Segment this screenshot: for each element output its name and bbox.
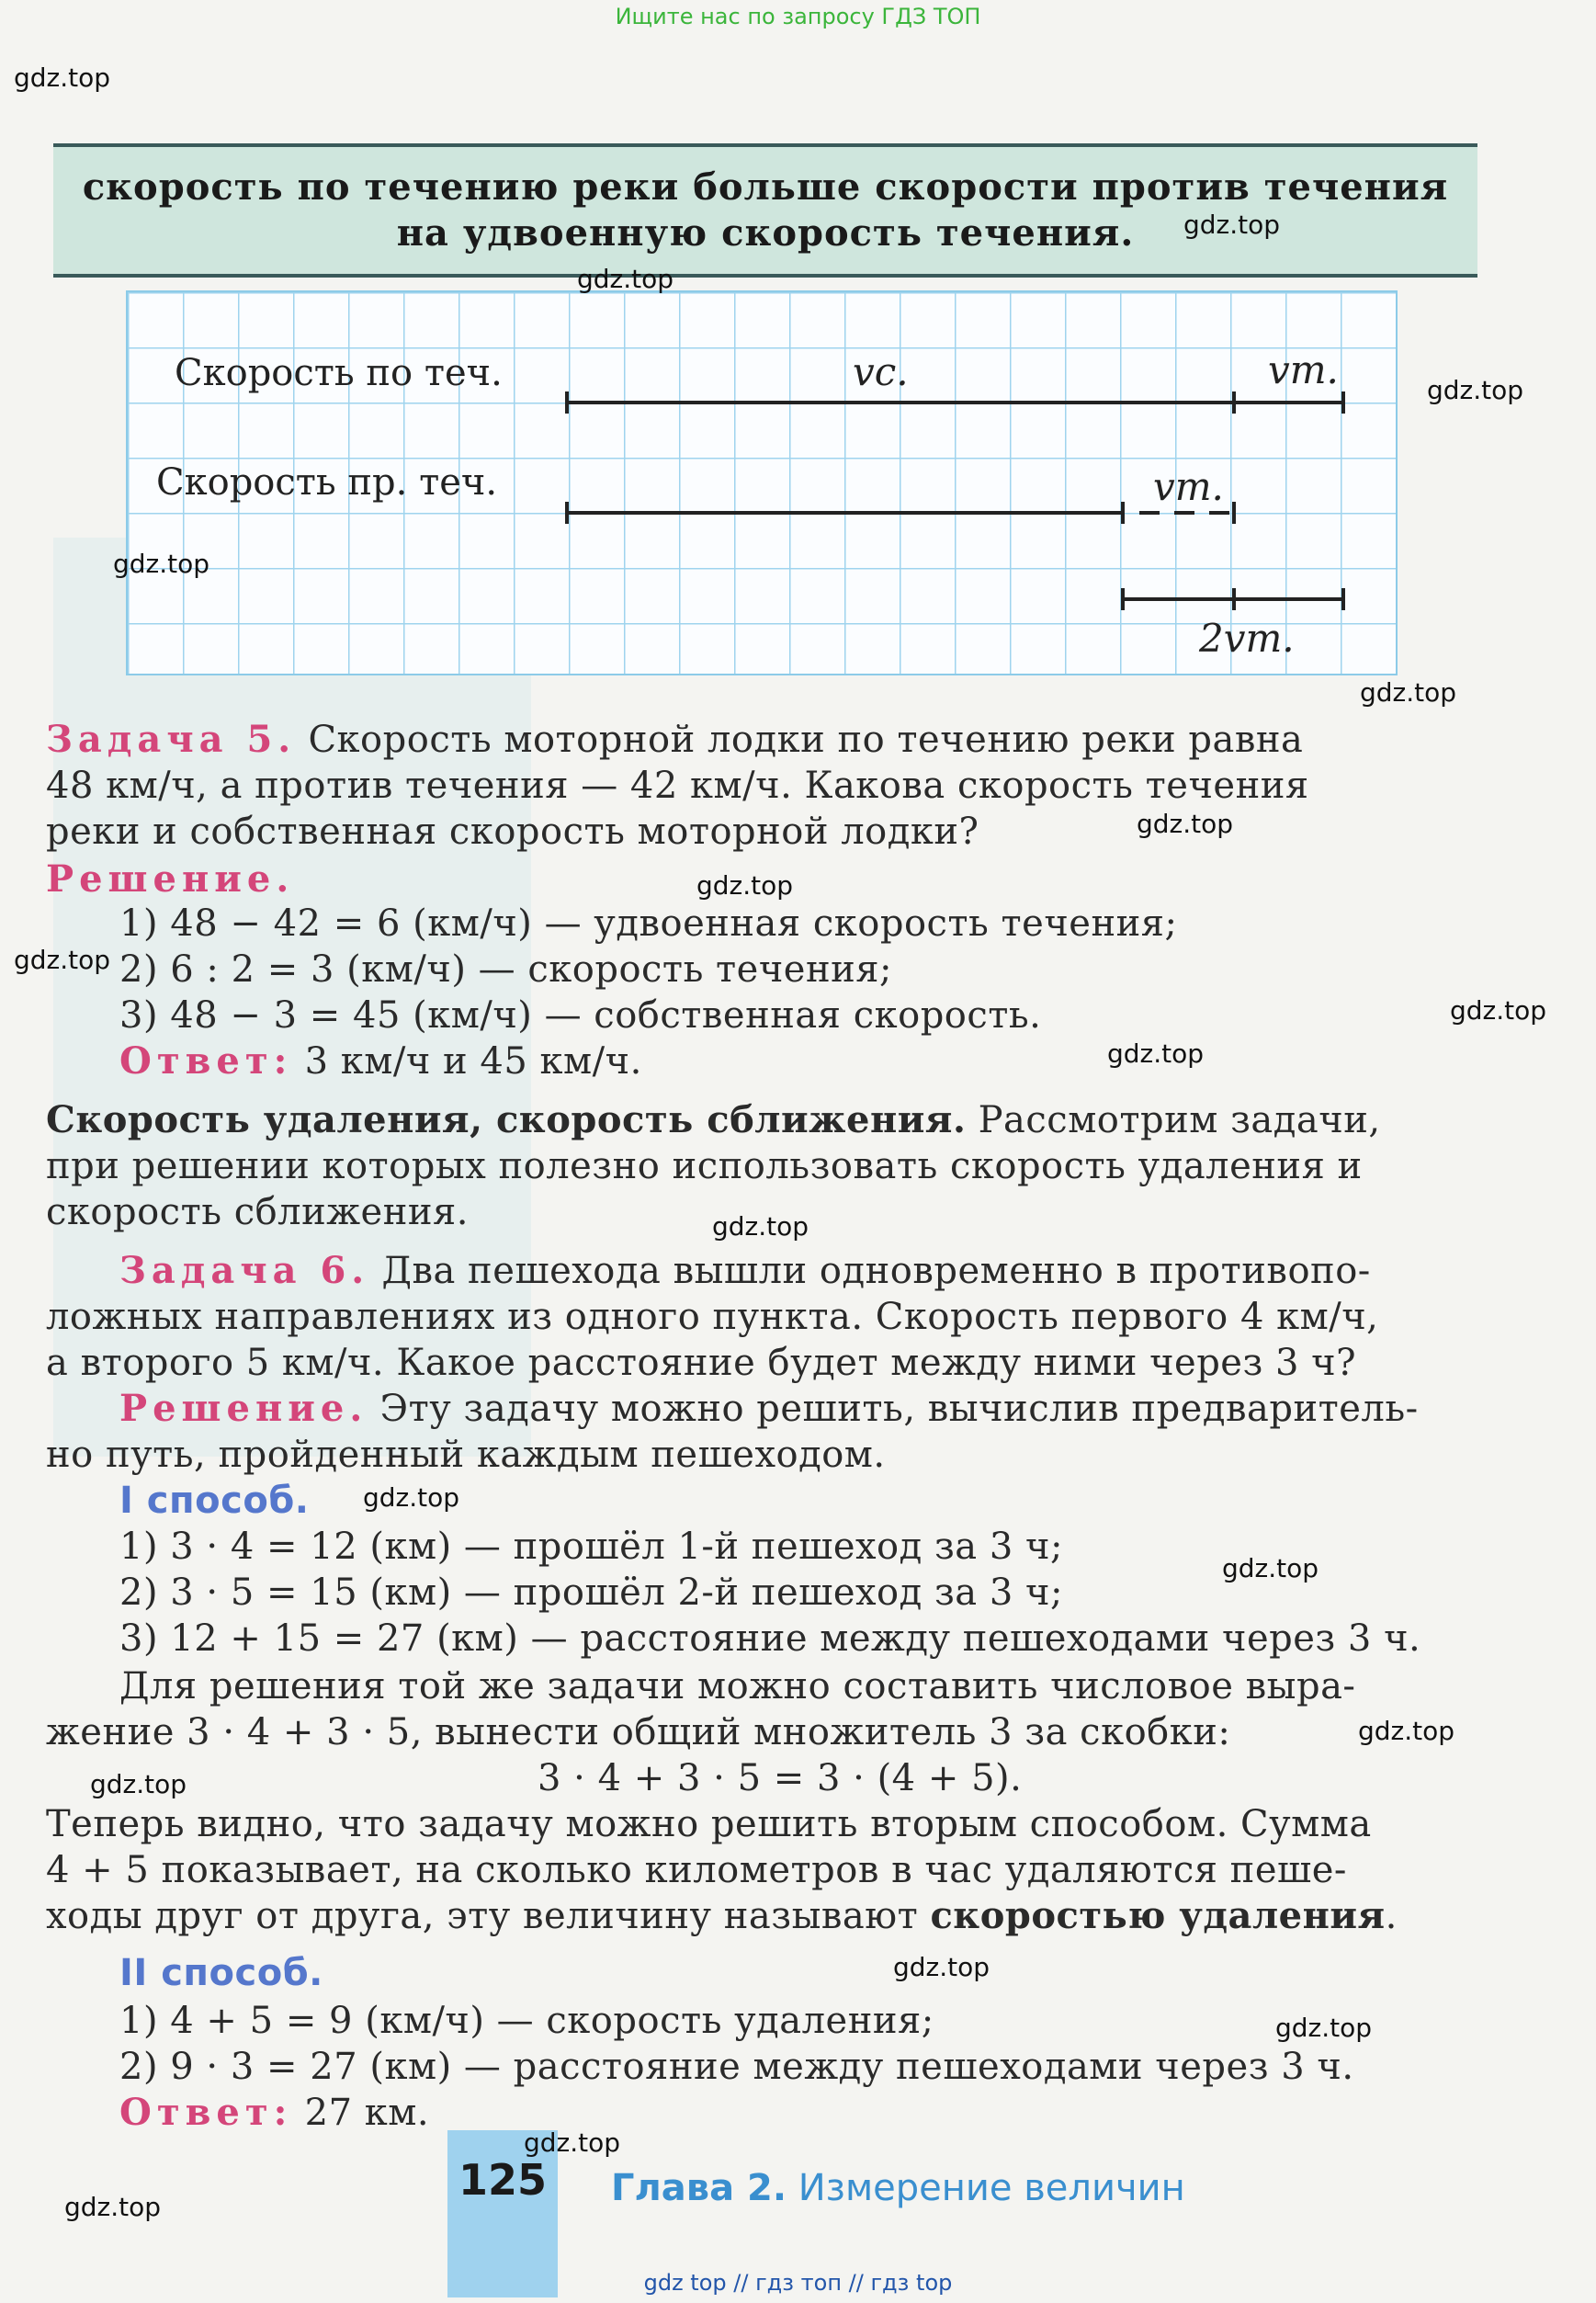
segment-upstream [567, 502, 1234, 524]
watermark: gdz.top [1450, 995, 1547, 1026]
task6-m2-step-1: 1) 4 + 5 = 9 (км/ч) — скорость удаления; [119, 2000, 934, 2042]
chapter-title: Измерение величин [787, 2167, 1185, 2209]
term-removal-speed: скоростью удаления [930, 1894, 1386, 1937]
watermark: gdz.top [1183, 210, 1281, 240]
task6-line-1 [119, 1248, 1544, 1294]
watermark: gdz.top [14, 945, 111, 975]
task5-text-1: Скорость моторной лодки по течению реки равна [296, 719, 1304, 761]
task6-solution-text-1: Эту задачу можно решить, вычислив предваритель- [368, 1388, 1419, 1430]
watermark: gdz.top [577, 264, 674, 294]
task6-answer-value: 27 км. [292, 2092, 430, 2134]
task6-expr-line-2: жение 3 · 4 + 3 · 5, вынести общий множитель 3 за скобки: [46, 1711, 1231, 1753]
rule-line-2: на удвоенную скорость течения. [396, 211, 1135, 255]
task5-step-2: 2) 6 : 2 = 3 (км/ч) — скорость течения; [119, 948, 893, 991]
task5-solution-label: Решение. [46, 857, 295, 901]
task6-solution-line-2: но путь, пройденный каждым пешеходом. [46, 1434, 886, 1476]
section-line-2: при решении которых полезно использовать скорость удаления и [46, 1145, 1363, 1187]
watermark: gdz.top [90, 1769, 187, 1799]
task6-expr-line-1: Для решения той же задачи можно составить числовое выра- [119, 1665, 1356, 1707]
task5-line-3: реки и собственная скорость моторной лодки? [46, 811, 979, 853]
task6-now-line-1: Теперь видно, что задачу можно решить вторым способом. Сумма [46, 1803, 1372, 1845]
chapter-footer [611, 2167, 1185, 2209]
diagram-symbol-vt-1: vт. [1268, 347, 1339, 392]
watermark: gdz.top [696, 870, 794, 901]
watermark: gdz.top [1107, 1038, 1205, 1069]
section-line-1 [46, 1097, 1470, 1143]
task6-m1-step-3: 3) 12 + 15 = 27 (км) — расстояние между пешеходами через 3 ч. [119, 1617, 1421, 1660]
task5-answer-value: 3 км/ч и 45 км/ч. [292, 1040, 642, 1083]
task6-method-1-heading: I способ. [119, 1480, 310, 1522]
rule-line-1: скорость по течению реки больше скорости против течения [82, 165, 1449, 209]
task6-method-2-heading: II способ. [119, 1952, 323, 1994]
task5-step-1: 1) 48 − 42 = 6 (км/ч) — удвоенная скорость течения; [119, 902, 1178, 945]
diagram-label-upstream: Скорость пр. теч. [156, 461, 498, 504]
task6-now-line-2: 4 + 5 показывает, на сколько километров в час удаляются пеше- [46, 1849, 1347, 1891]
task6-formula: 3 · 4 + 3 · 5 = 3 · (4 + 5). [538, 1757, 1023, 1799]
task5-line-1 [46, 717, 1470, 763]
page-number: 125 [458, 2155, 548, 2205]
task6-m2-step-2: 2) 9 · 3 = 27 (км) — расстояние между пешеходами через 3 ч. [119, 2046, 1354, 2088]
watermark: gdz.top [1275, 2013, 1373, 2043]
task6-now-period: . [1385, 1895, 1398, 1937]
watermark: gdz.top [14, 62, 111, 93]
watermark: gdz.top [64, 2192, 162, 2222]
watermark: gdz.top [712, 1211, 809, 1242]
watermark: gdz.top [524, 2127, 621, 2158]
task6-line-2: ложных направлениях из одного пункта. Скорость первого 4 км/ч, [46, 1296, 1379, 1338]
task5-step-3: 3) 48 − 3 = 45 (км/ч) — собственная скорость. [119, 994, 1042, 1037]
section-text-1: Рассмотрим задачи, [966, 1099, 1381, 1141]
watermark: gdz.top [363, 1482, 460, 1513]
task5-answer-label: Ответ: [119, 1039, 293, 1083]
task5-answer [119, 1038, 1544, 1084]
task6-label: Задача 6. [119, 1249, 370, 1292]
task6-answer [119, 2090, 1544, 2136]
segment-downstream [567, 391, 1343, 414]
watermark: gdz.top [1137, 809, 1234, 839]
task6-m1-step-1: 1) 3 · 4 = 12 (км) — прошёл 1-й пешеход за 3 ч; [119, 1526, 1063, 1568]
diagram-symbol-2vt: 2vт. [1199, 616, 1295, 661]
diagram-symbol-vt-2: vт. [1153, 464, 1224, 509]
bottom-banner-note: gdz top // гдз топ // гдз top [643, 2270, 953, 2296]
watermark: gdz.top [1358, 1716, 1455, 1746]
task6-line-3: а второго 5 км/ч. Какое расстояние будет между ними через 3 ч? [46, 1342, 1357, 1384]
task6-solution-line-1 [119, 1386, 1544, 1432]
task6-now-line-3 [46, 1893, 1470, 1939]
watermark: gdz.top [1427, 375, 1524, 405]
task6-text-1: Два пешехода вышли одновременно в противопо- [369, 1250, 1371, 1292]
diagram-segments [0, 0, 1596, 698]
section-title: Скорость удаления, скорость сближения. [46, 1098, 967, 1141]
diagram-label-downstream: Скорость по теч. [175, 352, 503, 394]
watermark: gdz.top [1360, 677, 1457, 708]
task5-label: Задача 5. [46, 718, 297, 761]
diagram-symbol-vc: vс. [853, 349, 909, 394]
chapter-label: Глава 2. [611, 2167, 787, 2209]
task5-line-2: 48 км/ч, а против течения — 42 км/ч. Какова скорость течения [46, 765, 1309, 807]
watermark: gdz.top [113, 549, 210, 579]
task6-answer-label: Ответ: [119, 2091, 293, 2134]
segment-double-current [1123, 588, 1343, 610]
watermark: gdz.top [893, 1952, 990, 1982]
task6-now-text: ходы друг от друга, эту величину называют [46, 1895, 931, 1937]
top-banner-note: Ищите нас по запросу ГДЗ ТОП [615, 4, 981, 29]
task6-m1-step-2: 2) 3 · 5 = 15 (км) — прошёл 2-й пешеход за 3 ч; [119, 1571, 1063, 1614]
watermark: gdz.top [1222, 1553, 1319, 1583]
task6-solution-label: Решение. [119, 1387, 368, 1430]
section-line-3: скорость сближения. [46, 1191, 469, 1233]
